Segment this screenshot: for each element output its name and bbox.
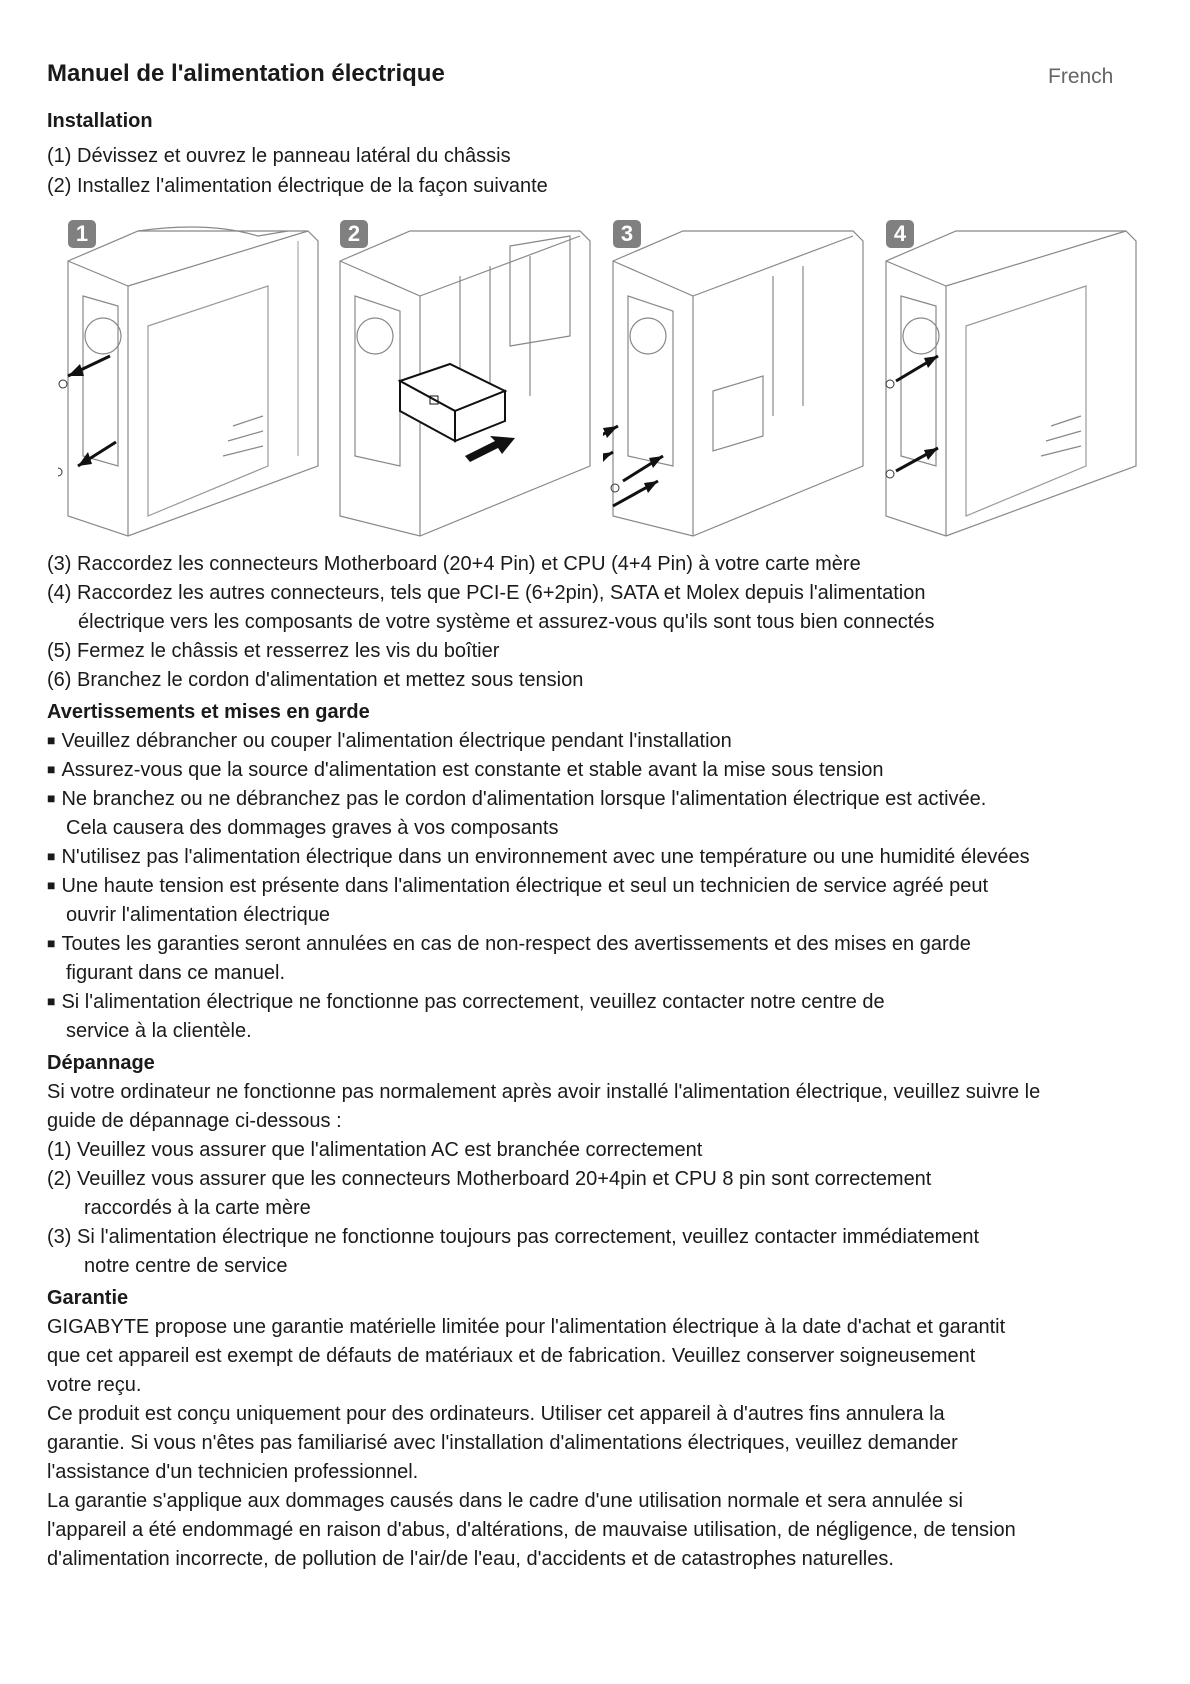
- install-step-2: (2) Installez l'alimentation électrique de la façon suivante: [47, 175, 548, 197]
- screw-arrows-icon: [603, 216, 873, 546]
- troubleshooting-step-3: (3) Si l'alimentation électrique ne fonctionne toujours pas correctement, veuillez contacter immédiatement: [47, 1226, 980, 1248]
- warning-item-cont: ouvrir l'alimentation électrique: [66, 904, 330, 926]
- warning-item: ■ N'utilisez pas l'alimentation électrique dans un environnement avec une température ou une humidité élevées: [47, 846, 1030, 869]
- warning-item: ■ Assurez-vous que la source d'alimentation est constante et stable avant la mise sous tension: [47, 759, 884, 782]
- warning-item: ■ Si l'alimentation électrique ne fonctionne pas correctement, veuillez contacter notre centre de: [47, 991, 885, 1014]
- figure-number-badge: 2: [340, 220, 368, 248]
- troubleshooting-step-1: (1) Veuillez vous assurer que l'alimentation AC est branchée correctement: [47, 1139, 703, 1161]
- install-step-3: (3) Raccordez les connecteurs Motherboard (20+4 Pin) et CPU (4+4 Pin) à votre carte mère: [47, 553, 861, 575]
- warranty-line: votre reçu.: [47, 1374, 142, 1396]
- troubleshooting-intro-cont: guide de dépannage ci-dessous :: [47, 1110, 342, 1132]
- warning-item-cont: service à la clientèle.: [66, 1020, 252, 1042]
- warranty-line: garantie. Si vous n'êtes pas familiarisé avec l'installation d'alimentations électriques, veuillez demander: [47, 1432, 958, 1454]
- install-step-6: (6) Branchez le cordon d'alimentation et mettez sous tension: [47, 669, 584, 691]
- screw-arrow-icon: [58, 216, 328, 546]
- figure-2: [330, 216, 600, 546]
- page-title: Manuel de l'alimentation électrique: [47, 60, 445, 87]
- warranty-heading: Garantie: [47, 1287, 129, 1309]
- warning-item-cont: figurant dans ce manuel.: [66, 962, 286, 984]
- figure-number-badge: 3: [613, 220, 641, 248]
- warning-item: ■ Ne branchez ou ne débranchez pas le cordon d'alimentation lorsque l'alimentation électrique est activée.: [47, 788, 986, 811]
- install-step-4: (4) Raccordez les autres connecteurs, tels que PCI-E (6+2pin), SATA et Molex depuis l'alimentation: [47, 582, 926, 604]
- psu-box-icon: [330, 216, 600, 546]
- language-label: French: [1048, 65, 1114, 88]
- warranty-line: l'assistance d'un technicien professionnel.: [47, 1461, 419, 1483]
- warranty-line: Ce produit est conçu uniquement pour des ordinateurs. Utiliser cet appareil à d'autres fins annulera la: [47, 1403, 945, 1425]
- warning-item: ■ Veuillez débrancher ou couper l'alimentation électrique pendant l'installation: [47, 730, 732, 753]
- troubleshooting-step-3-cont: notre centre de service: [84, 1255, 288, 1277]
- screw-arrows-icon: [876, 216, 1146, 546]
- warning-item: ■ Toutes les garanties seront annulées en cas de non-respect des avertissements et des mises en garde: [47, 933, 971, 956]
- warning-item-cont: Cela causera des dommages graves à vos composants: [66, 817, 559, 839]
- figure-3: [603, 216, 873, 546]
- install-step-4-cont: électrique vers les composants de votre système et assurez-vous qu'ils sont tous bien connectés: [78, 611, 935, 633]
- install-step-1: (1) Dévissez et ouvrez le panneau latéral du châssis: [47, 145, 511, 167]
- figure-number-badge: 1: [68, 220, 96, 248]
- figure-4: [876, 216, 1146, 546]
- troubleshooting-step-2: (2) Veuillez vous assurer que les connecteurs Motherboard 20+4pin et CPU 8 pin sont correctement: [47, 1168, 932, 1190]
- installation-figures: [58, 216, 1148, 546]
- figure-1: [58, 216, 328, 546]
- warranty-line: La garantie s'applique aux dommages causés dans le cadre d'une utilisation normale et sera annulée si: [47, 1490, 963, 1512]
- troubleshooting-heading: Dépannage: [47, 1052, 155, 1074]
- warranty-line: que cet appareil est exempt de défauts de matériaux et de fabrication. Veuillez conserver soigneusement: [47, 1345, 976, 1367]
- warranty-line: GIGABYTE propose une garantie matérielle limitée pour l'alimentation électrique à la date d'achat et garantit: [47, 1316, 1006, 1338]
- warranty-line: l'appareil a été endommagé en raison d'abus, d'altérations, de mauvaise utilisation, de négligence, de tension: [47, 1519, 1016, 1541]
- troubleshooting-intro: Si votre ordinateur ne fonctionne pas normalement après avoir installé l'alimentation électrique, veuillez suivre le: [47, 1081, 1041, 1103]
- warnings-heading: Avertissements et mises en garde: [47, 701, 370, 723]
- warning-item: ■ Une haute tension est présente dans l'alimentation électrique et seul un technicien de service agréé peut: [47, 875, 988, 898]
- troubleshooting-step-2-cont: raccordés à la carte mère: [84, 1197, 311, 1219]
- installation-heading: Installation: [47, 110, 153, 132]
- figure-number-badge: 4: [886, 220, 914, 248]
- warranty-line: d'alimentation incorrecte, de pollution de l'air/de l'eau, d'accidents et de catastrophes naturelles.: [47, 1548, 894, 1570]
- install-step-5: (5) Fermez le châssis et resserrez les vis du boîtier: [47, 640, 500, 662]
